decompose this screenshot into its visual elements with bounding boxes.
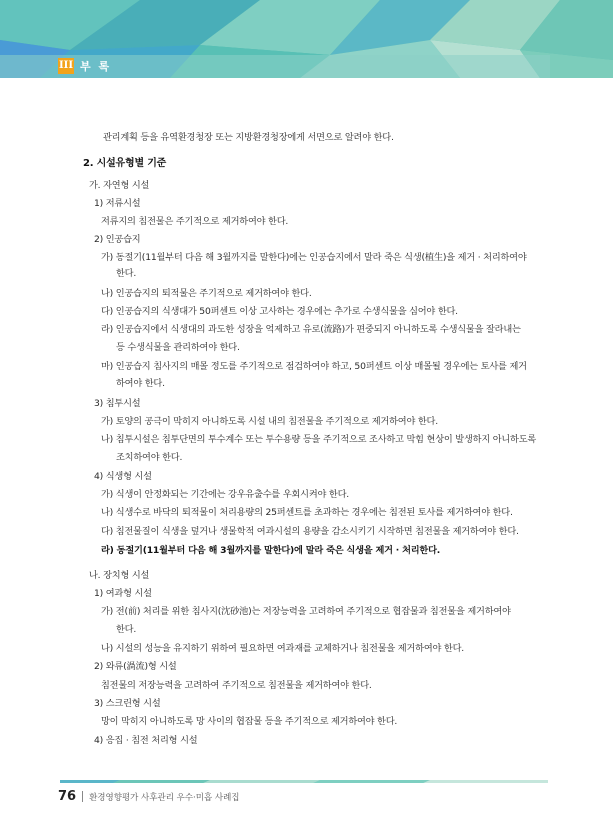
text-line: 등 수생식물을 관리하여야 한다. [116,342,240,353]
footer-divider [82,791,83,802]
text-line: 가) 동절기(11월부터 다음 해 3월까지를 말한다)에는 인공습지에서 말라 죽은 식생(植生)을 제거 · 처리하여야 [101,252,527,263]
section-number: III [58,58,74,74]
page-footer [58,789,240,804]
text-line: 4) 식생형 시설 [94,471,152,482]
text-line: 3) 침투시설 [94,398,141,409]
text-line: 나) 침투시설은 침투단면의 투수계수 또는 투수용량 등을 주기적으로 조사하고 막힘 현상이 발생하지 아니하도록 [101,434,537,445]
text-line: 가) 토양의 공극이 막히지 아니하도록 시설 내의 침전물을 주기적으로 제거하여야 한다. [101,416,438,427]
text-line: 나. 장치형 시설 [89,570,150,581]
text-line: 나) 시설의 성능을 유지하기 위하여 필요하면 여과재를 교체하거나 침전물을 제거하여야 한다. [101,643,464,654]
text-line: 마) 인공습지 침사지의 매몰 정도를 주기적으로 점검하여야 하고, 50퍼센트 이상 매몰될 경우에는 토사를 제거 [101,361,527,372]
section-heading: 2. 시설유형별 기준 [83,158,167,169]
text-line: 라) 인공습지에서 식생대의 과도한 성장을 억제하고 유로(流路)가 편중되지 아니하도록 수생식물을 잘라내는 [101,324,521,335]
text-line: 한다. [116,268,137,279]
text-line: 1) 여과형 시설 [94,588,152,599]
text-line: 나) 인공습지의 퇴적물은 주기적으로 제거하여야 한다. [101,288,312,299]
footer-document-title: 환경영향평가 사후관리 우수·미흡 사례집 [89,792,240,803]
text-line: 침전물의 저장능력을 고려하여 주기적으로 침전물을 제거하여야 한다. [101,680,372,691]
section-label: 부 록 [80,60,112,73]
text-line: 하여야 한다. [116,378,165,389]
text-line: 2) 인공습지 [94,234,141,245]
text-line: 3) 스크린형 시설 [94,698,161,709]
text-line: 라) 동절기(11월부터 다음 해 3월까지를 말한다)에 말라 죽은 식생을 제거 · 처리한다. [101,545,441,556]
text-line: 다) 침전물질이 식생을 덮거나 생물학적 여과시설의 용량을 감소시키기 시작하면 침전물을 제거하여야 한다. [101,526,519,537]
text-line: 다) 인공습지의 식생대가 50퍼센트 이상 고사하는 경우에는 추가로 수생식물을 심어야 한다. [101,306,458,317]
page-number: 76 [58,789,77,804]
text-line: 나) 식생수로 바닥의 퇴적물이 처리용량의 25퍼센트를 초과하는 경우에는 침전된 토사를 제거하여야 한다. [101,507,513,518]
text-line: 가) 식생이 안정화되는 기간에는 강우유출수를 우회시켜야 한다. [101,489,349,500]
section-tag [58,56,111,76]
text-line: 조치하여야 한다. [116,452,183,463]
text-line: 4) 응집 · 침전 처리형 시설 [94,735,198,746]
text-line: 저류지의 침전물은 주기적으로 제거하여야 한다. [101,216,289,227]
text-line: 망이 막히지 아니하도록 망 사이의 협잡물 등을 주기적으로 제거하여야 한다. [101,716,398,727]
text-line: 2) 와류(渦流)형 시설 [94,661,177,672]
text-line: 한다. [116,624,137,635]
footer-bar [60,774,548,783]
text-line: 가) 전(前) 처리를 위한 침사지(沈砂池)는 저장능력을 고려하여 주기적으로 협잡물과 침전물을 제거하여야 [101,606,511,617]
footer-bar-graphic [60,780,548,783]
text-line: 1) 저류시설 [94,198,141,209]
text-line: 관리계획 등을 유역환경청장 또는 지방환경청장에게 서면으로 알려야 한다. [103,132,394,143]
text-line: 가. 자연형 시설 [89,180,150,191]
